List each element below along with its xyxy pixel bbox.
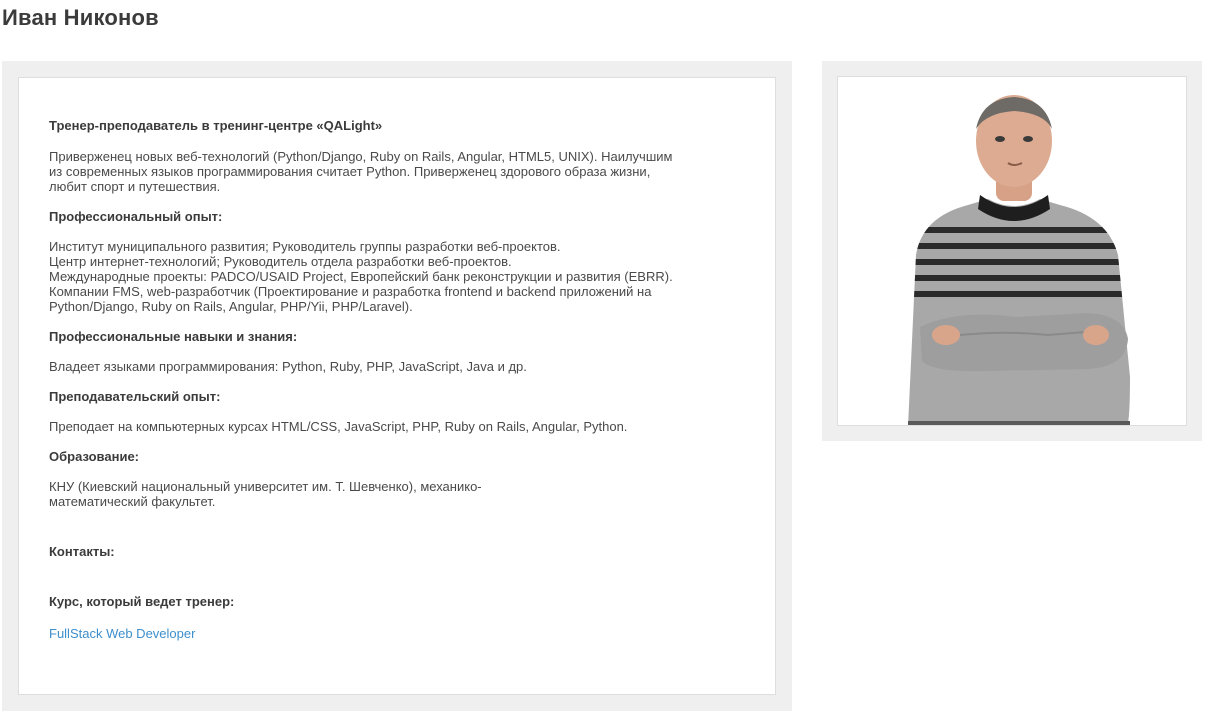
intro-text: Приверженец новых веб-технологий (Python/Django, Ruby on Rails, Angular, HTML5, UNIX). Наилучшим из современных языков программирования считает Python. Приверженец здорового образа жизни, любит спорт и путешествия. (49, 149, 673, 194)
role-heading: Тренер-преподаватель в тренинг-центре «QALight» (49, 118, 383, 133)
teaching-heading: Преподавательский опыт: (49, 389, 221, 404)
bio-card (18, 77, 776, 695)
skills-text: Владеет языками программирования: Python, Ruby, PHP, JavaScript, Java и др. (49, 359, 527, 374)
contacts-heading: Контакты: (49, 544, 115, 559)
teaching-text: Преподает на компьютерных курсах HTML/CSS, JavaScript, PHP, Ruby on Rails, Angular, Python. (49, 419, 628, 434)
photo-panel (822, 61, 1202, 441)
education-heading: Образование: (49, 449, 140, 464)
experience-heading: Профессиональный опыт: (49, 209, 223, 224)
trainer-photo (838, 77, 1187, 426)
course-link[interactable]: FullStack Web Developer (49, 626, 196, 641)
skills-heading: Профессиональные навыки и знания: (49, 329, 298, 344)
experience-text: Институт муниципального развития; Руководитель группы разработки веб-проектов. Центр интернет-технологий; Руководитель отдела разработки веб-проектов. Международные проекты: PADCO/USAID Project, Европейский банк реконструкции и развития (EBRR). Компании FMS, web-разработчик (Проектирование и разработка frontend и backend приложений на Python/Django, Ruby on Rails, Angular, PHP/Yii, PHP/Laravel). (49, 239, 673, 314)
course-heading: Курс, который ведет тренер: (49, 594, 235, 609)
education-text: КНУ (Киевский национальный университет им. Т. Шевченко), механико- математический факультет. (49, 479, 482, 509)
bio-panel (2, 61, 792, 711)
page-title: Иван Никонов (2, 5, 159, 30)
photo-card (837, 76, 1187, 426)
